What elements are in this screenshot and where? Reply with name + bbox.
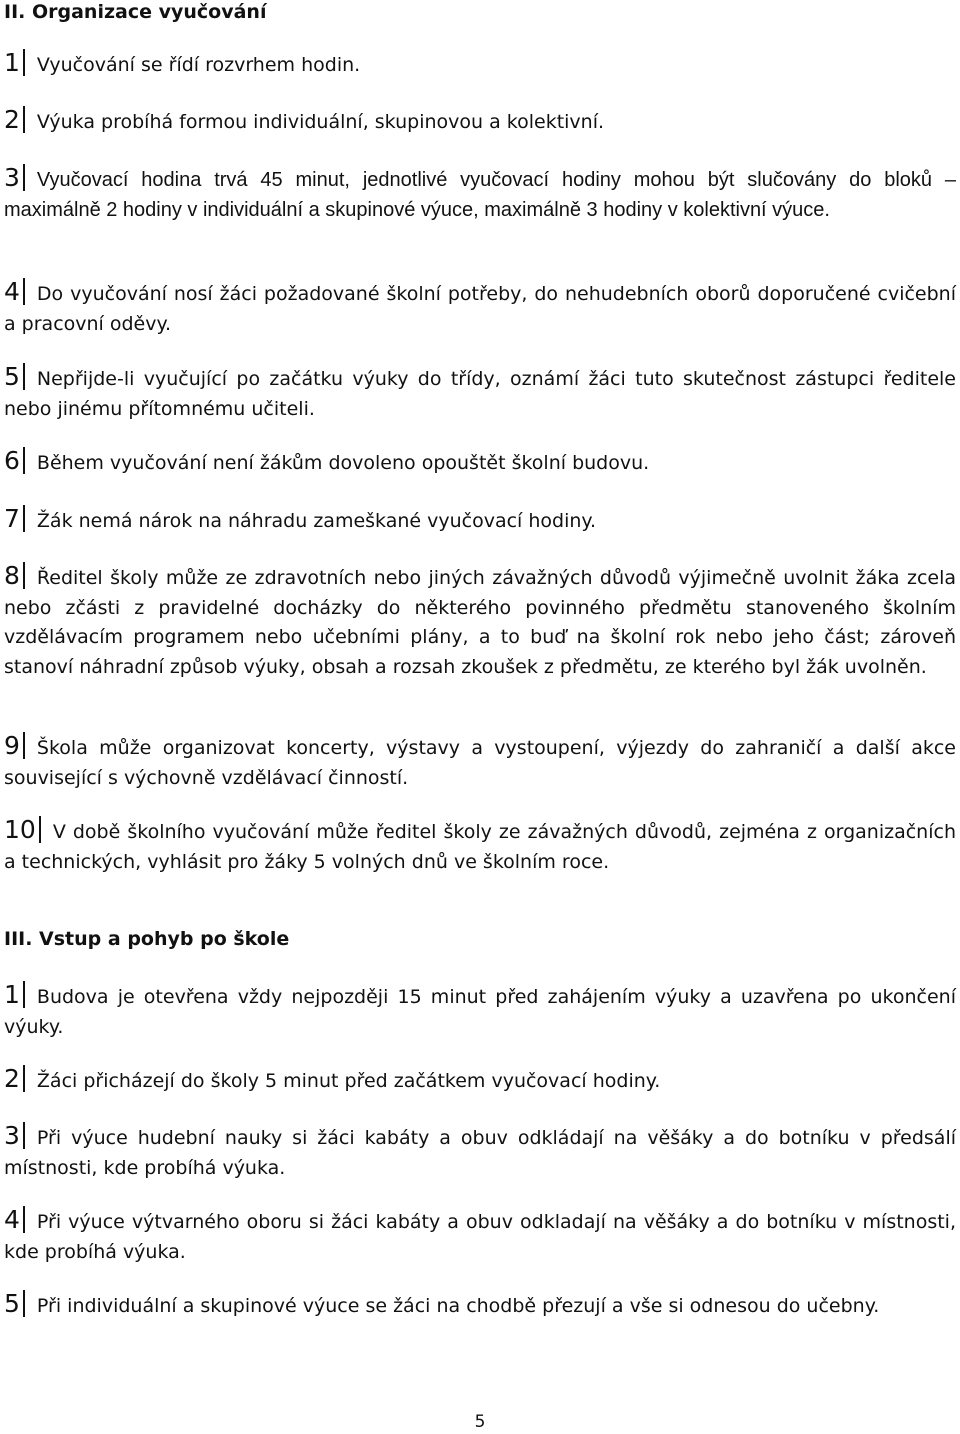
item-text: Žák nemá nárok na náhradu zameškané vyučovací hodiny. [36,510,596,532]
item-text: Škola může organizovat koncerty, výstavy a vystoupení, výjezdy do zahraničí a další akce související s výchovně vzdělávací činností. [4,737,956,789]
divider-bar [23,732,25,759]
list-item-s2-10 [4,815,956,877]
list-item-s2-4 [4,277,956,339]
list-item-s2-9 [4,731,956,793]
item-number: 5 [4,1289,20,1318]
list-item-s2-5 [4,362,956,424]
section-heading-organizace: II. Organizace vyučování [4,1,267,23]
list-item-s2-8 [4,561,956,682]
item-number: 9 [4,731,20,760]
item-text: Během vyučování není žákům dovoleno opouštět školní budovu. [36,452,650,474]
divider-bar [23,505,25,532]
item-text: Vyučovací hodina trvá 45 minut, jednotlivé vyučovací hodiny mohou být slučovány do bloků – maximálně 2 hodiny v individuální a skupinové výuce, maximálně 3 hodiny v kolektivní výuce. [4,169,956,221]
section-heading-vstup: III. Vstup a pohyb po škole [4,928,290,950]
item-number: 1 [4,48,20,77]
item-text: Ředitel školy může ze zdravotních nebo jiných závažných důvodů výjimečně uvolnit žáka zcela nebo zčásti z pravidelné docházky do některého povinného předmětu stanoveného školním vzdělávacím programem nebo učebními plány, a to buď na školní rok nebo jeho část; zároveň stanoví náhradní způsob výuky, obsah a rozsah zkoušek z předmětu, ze kterého byl žák uvolněn. [4,567,956,678]
divider-bar [23,49,25,76]
divider-bar [23,1065,25,1092]
list-item-s2-1 [4,48,956,81]
divider-bar [23,278,25,305]
item-text: V době školního vyučování může ředitel školy ze závažných důvodů, zejména z organizačních a technických, vyhlásit pro žáky 5 volných dnů ve školním roce. [4,821,956,873]
list-item-s3-5 [4,1289,956,1322]
item-number: 7 [4,504,20,533]
item-text: Při výuce výtvarného oboru si žáci kabáty a obuv odkladají na věšáky a do botníku v místnosti, kde probíhá výuka. [4,1211,956,1263]
divider-bar [23,1290,25,1317]
item-number: 4 [4,1205,20,1234]
list-item-s2-7 [4,504,956,537]
divider-bar [23,447,25,474]
list-item-s2-3 [4,163,956,225]
list-item-s3-4 [4,1205,956,1267]
item-text: Budova je otevřena vždy nejpozději 15 minut před zahájením výuky a uzavřena po ukončení výuky. [4,986,956,1038]
item-number: 3 [4,163,20,192]
item-text: Při individuální a skupinové výuce se žáci na chodbě přezují a vše si odnesou do učebny. [36,1295,880,1317]
item-number: 5 [4,362,20,391]
divider-bar [23,562,25,589]
item-text: Vyučování se řídí rozvrhem hodin. [36,54,361,76]
item-text: Do vyučování nosí žáci požadované školní potřeby, do nehudebních oborů doporučené cvičební a pracovní oděvy. [4,283,956,335]
item-number: 4 [4,277,20,306]
list-item-s3-2 [4,1064,956,1097]
list-item-s3-1 [4,980,956,1042]
item-number: 10 [4,815,36,844]
divider-bar [23,164,25,191]
divider-bar [23,981,25,1008]
divider-bar [23,1122,25,1149]
list-item-s2-2 [4,105,956,138]
item-number: 2 [4,105,20,134]
item-number: 6 [4,446,20,475]
page-number: 5 [474,1412,486,1432]
divider-bar [23,1206,25,1233]
divider-bar [23,363,25,390]
divider-bar [23,106,25,133]
item-number: 2 [4,1064,20,1093]
item-number: 8 [4,561,20,590]
item-text: Žáci přicházejí do školy 5 minut před začátkem vyučovací hodiny. [36,1070,661,1092]
list-item-s3-3 [4,1121,956,1183]
item-text: Při výuce hudební nauky si žáci kabáty a obuv odkládají na věšáky a do botníku v předsálí místnosti, kde probíhá výuka. [4,1127,956,1179]
item-text: Nepřijde-li vyučující po začátku výuky do třídy, oznámí žáci tuto skutečnost zástupci ředitele nebo jinému přítomnému učiteli. [4,368,956,420]
item-number: 3 [4,1121,20,1150]
item-number: 1 [4,980,20,1009]
item-text: Výuka probíhá formou individuální, skupinovou a kolektivní. [36,111,605,133]
list-item-s2-6 [4,446,956,479]
divider-bar [39,816,41,843]
